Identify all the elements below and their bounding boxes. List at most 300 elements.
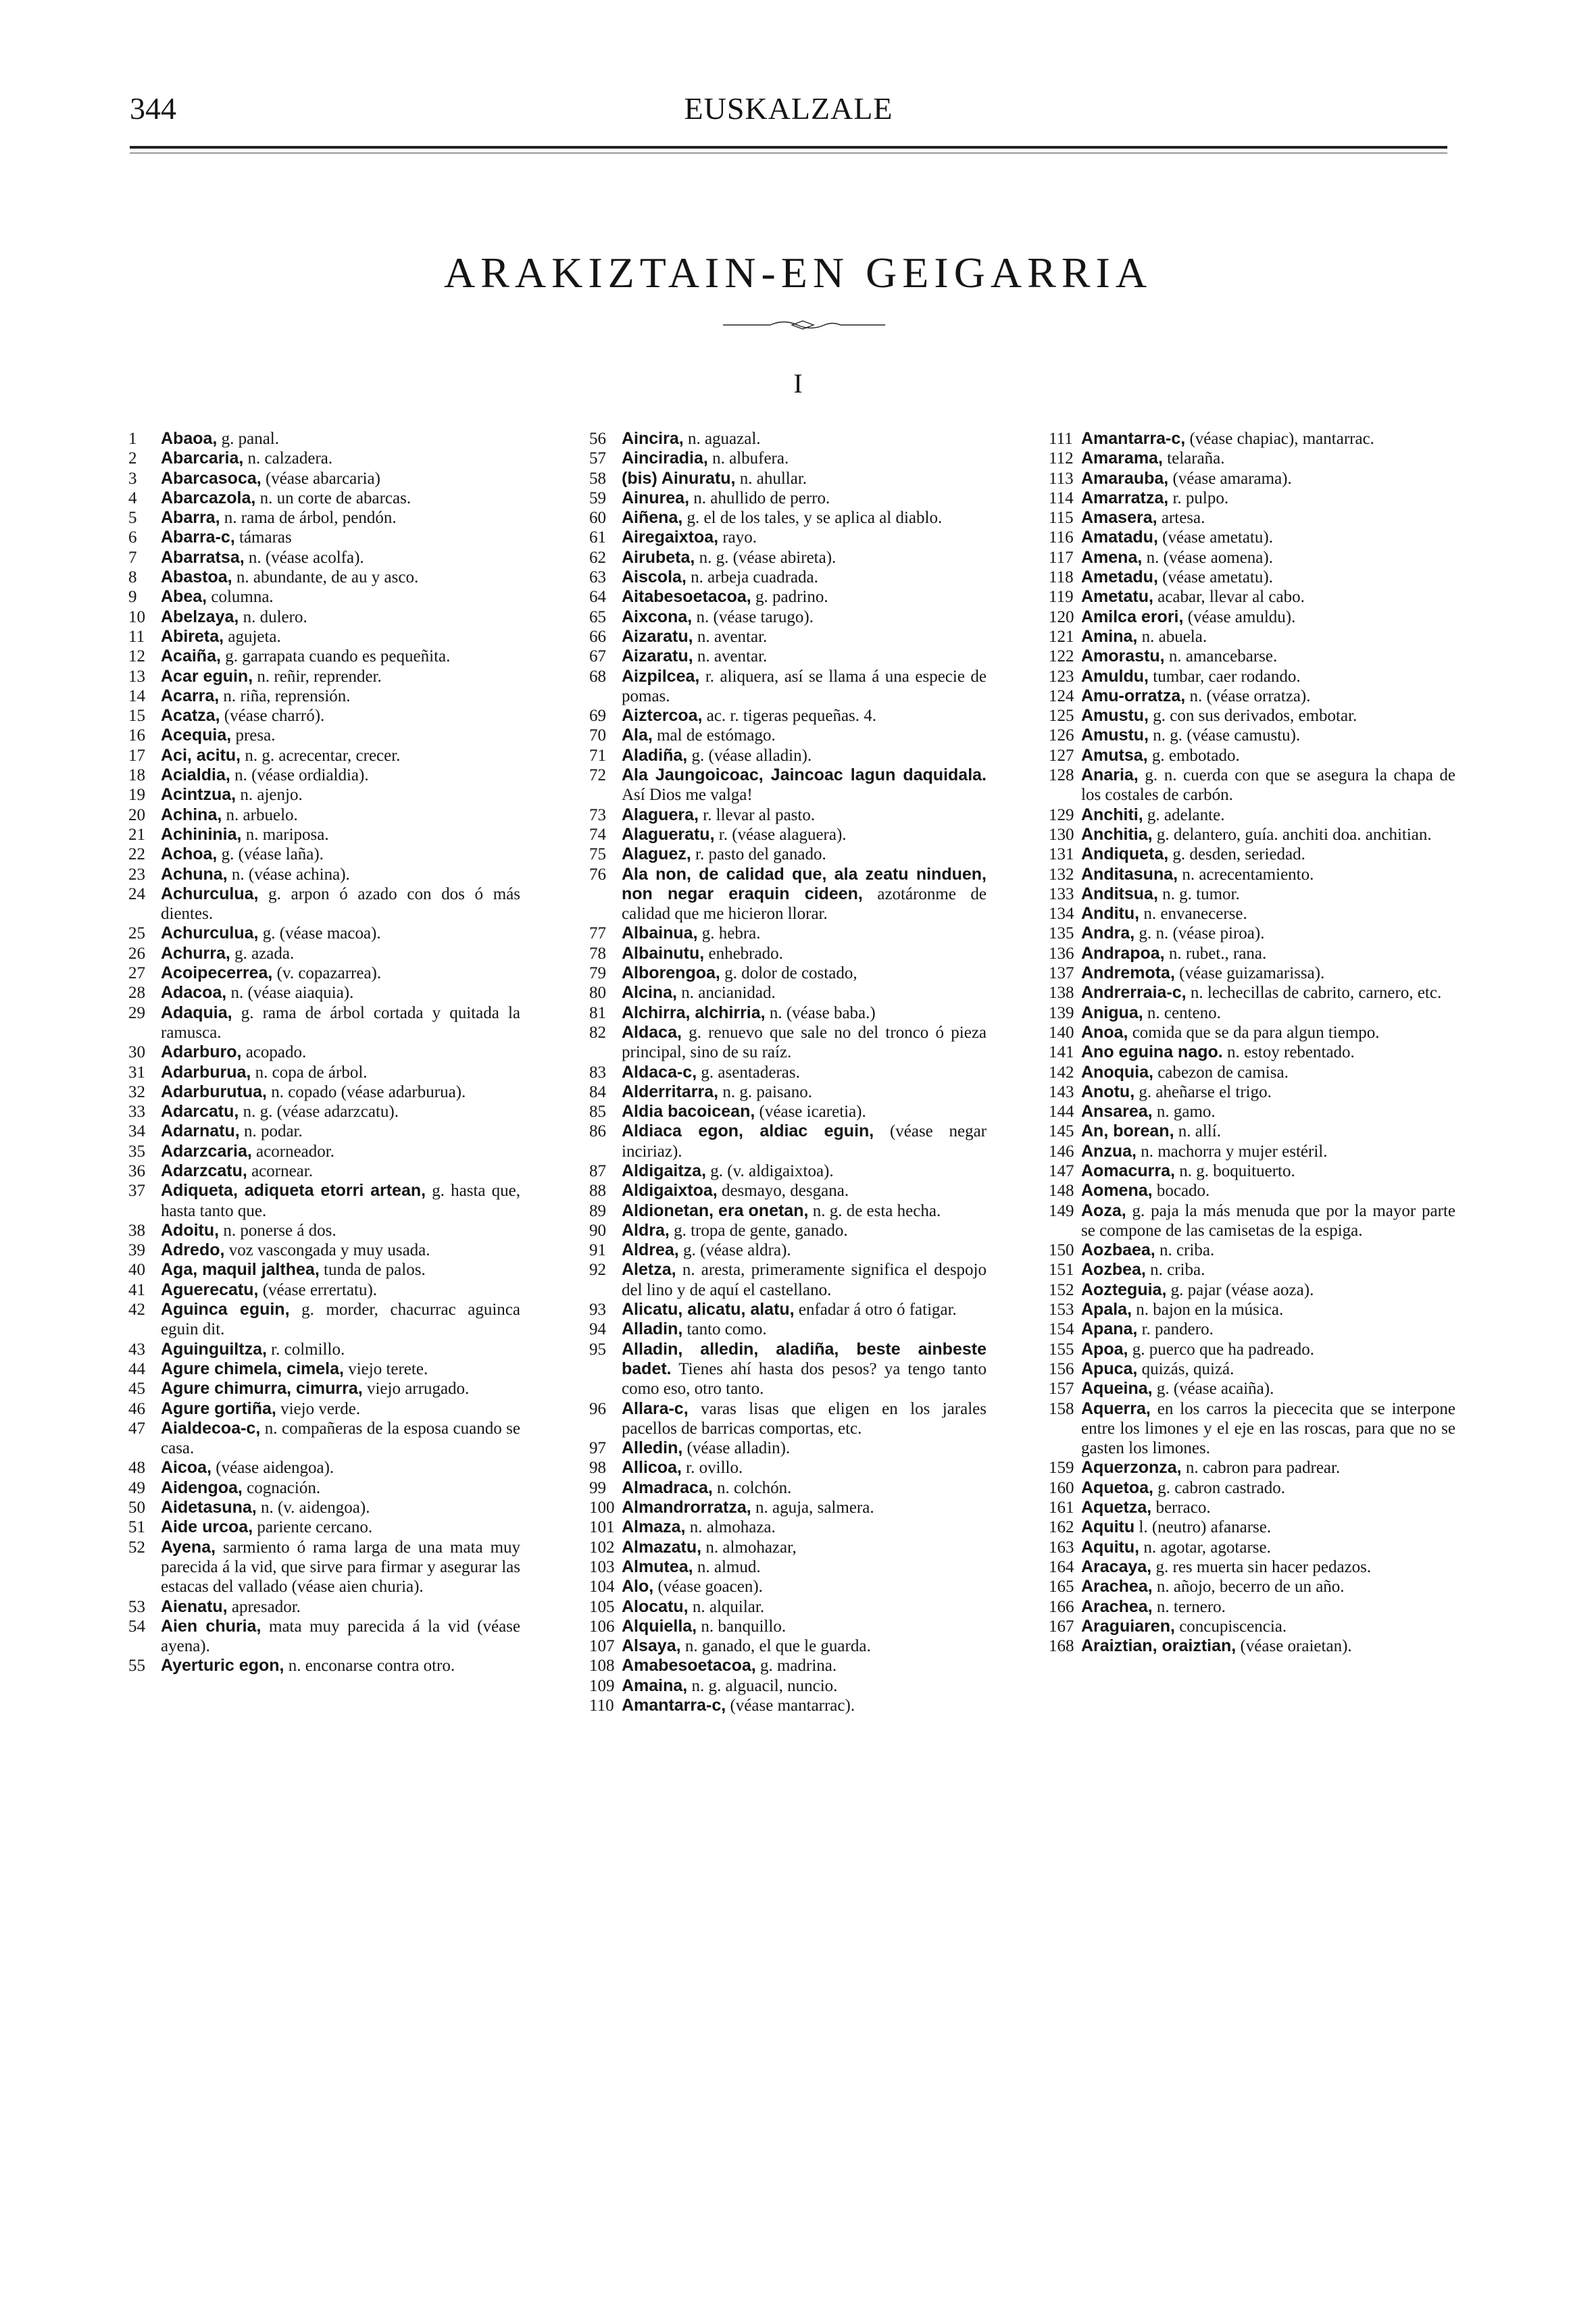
entry-definition: g. arpon ó azado con dos ó más dientes.: [161, 884, 520, 924]
entry-definition: n. allí.: [1178, 1122, 1221, 1141]
entry-definition: n. estoy rebentado.: [1226, 1043, 1355, 1062]
entry-definition: g. rama de árbol cortada y quitada la ramusca.: [161, 1003, 520, 1042]
entry-number: 24: [128, 884, 145, 903]
entry-definition: g. garrapata cuando es pequeñita.: [225, 647, 451, 666]
entry-headword: Amatadu,: [1081, 528, 1158, 547]
dictionary-entry: [1049, 1617, 1455, 1636]
dictionary-entry: [128, 746, 520, 765]
entry-headword: Airegaixtoa,: [622, 528, 719, 547]
entry-number: 160: [1049, 1478, 1074, 1497]
entry-definition: agujeta.: [228, 627, 281, 646]
entry-definition: n. albufera.: [712, 449, 789, 468]
entry-definition: n. g. alguacil, nuncio.: [691, 1676, 838, 1695]
section-number: I: [793, 368, 803, 399]
dictionary-entry: [128, 1300, 520, 1340]
entry-number: 10: [128, 607, 145, 626]
dictionary-entry: [589, 627, 987, 647]
entry-number: 159: [1049, 1459, 1074, 1478]
entry-number: 132: [1049, 865, 1074, 884]
entry-headword: Aozbaea,: [1081, 1240, 1155, 1260]
entry-number: 83: [589, 1063, 606, 1082]
entry-number: 18: [128, 766, 145, 785]
entry-definition: n. arbuelo.: [226, 805, 298, 824]
entry-number: 150: [1049, 1241, 1074, 1260]
entry-headword: Amabesoetacoa,: [622, 1656, 756, 1676]
dictionary-entry: [128, 1063, 520, 1082]
entry-number: 40: [128, 1261, 145, 1280]
entry-definition: g. (véase aldra).: [683, 1241, 791, 1260]
entry-number: 82: [589, 1023, 606, 1042]
entry-number: 54: [128, 1617, 145, 1636]
entry-headword: Aldrea,: [622, 1240, 679, 1260]
dictionary-entry: [1049, 805, 1455, 825]
entry-definition: g. renuevo que sale no del tronco ó pieza principal, sino de su raíz.: [622, 1023, 987, 1062]
dictionary-entry: [1049, 1557, 1455, 1577]
dictionary-entry: [589, 706, 987, 726]
entry-headword: Aldigaixtoa,: [622, 1181, 718, 1201]
entry-number: 98: [589, 1459, 606, 1478]
dictionary-entry: [589, 1063, 987, 1082]
entry-number: 89: [589, 1201, 606, 1220]
entry-number: 143: [1049, 1082, 1074, 1101]
entry-headword: Alladin,: [622, 1319, 683, 1339]
entry-number: 113: [1049, 469, 1074, 488]
entry-definition: enhebrado.: [708, 944, 783, 963]
entry-definition: n. gamo.: [1156, 1103, 1216, 1122]
entry-headword: Ansarea,: [1081, 1102, 1153, 1122]
entry-headword: Ametadu,: [1081, 568, 1158, 587]
dictionary-entry: [128, 1181, 520, 1221]
entry-headword: Achurculua,: [161, 884, 259, 903]
entry-number: 126: [1049, 726, 1074, 745]
page-header: [130, 93, 1447, 155]
entry-definition: comida que se da para algun tiempo.: [1132, 1023, 1380, 1042]
entry-number: 165: [1049, 1578, 1074, 1596]
entry-definition: (véase aidengoa).: [216, 1459, 334, 1478]
entry-headword: Anoquia,: [1081, 1062, 1153, 1082]
entry-definition: g. morder, chacurrac aguinca eguin dit.: [161, 1301, 520, 1339]
entry-definition: columna.: [211, 588, 274, 607]
entry-definition: n. ahullido de perro.: [693, 488, 830, 507]
dictionary-entry: [589, 1023, 987, 1063]
dictionary-entry: [128, 924, 520, 943]
entry-definition: n. bajon en la música.: [1136, 1301, 1284, 1319]
entry-headword: Achininia,: [161, 824, 242, 844]
entry-headword: Amorastu,: [1081, 647, 1165, 666]
dictionary-entry: [589, 647, 987, 666]
entry-definition: telaraña.: [1167, 449, 1225, 468]
entry-number: 134: [1049, 905, 1074, 924]
dictionary-entry: [1049, 1597, 1455, 1617]
dictionary-entry: [589, 1122, 987, 1161]
entry-number: 49: [128, 1478, 145, 1497]
entry-headword: Aquerra,: [1081, 1399, 1151, 1418]
entry-headword: Araguiaren,: [1081, 1616, 1175, 1636]
entry-headword: Amutsa,: [1081, 745, 1148, 765]
entry-headword: Achuna,: [161, 864, 228, 884]
entry-number: 149: [1049, 1201, 1074, 1220]
entry-headword: Agure chimela, cimela,: [161, 1359, 344, 1378]
entry-number: 11: [128, 627, 145, 646]
dictionary-entry: [128, 1478, 520, 1498]
dictionary-entry: [128, 1221, 520, 1240]
entry-definition: (véase negar inciriaz).: [622, 1122, 987, 1161]
entry-headword: Aquitu: [1081, 1517, 1135, 1537]
entry-definition: acabar, llevar al cabo.: [1157, 588, 1305, 607]
entry-number: 116: [1049, 528, 1074, 547]
entry-headword: Aquetza,: [1081, 1498, 1152, 1517]
dictionary-entry: [128, 1656, 520, 1676]
entry-headword: Aga, maquil jalthea,: [161, 1260, 320, 1280]
entry-headword: Alcina,: [622, 983, 677, 1003]
dictionary-entry: [128, 1042, 520, 1062]
dictionary-entry: [589, 1656, 987, 1676]
dictionary-entry: [128, 548, 520, 568]
entry-number: 31: [128, 1063, 145, 1082]
dictionary-entry: [128, 884, 520, 924]
entry-headword: Anchitia,: [1081, 824, 1153, 844]
entry-definition: n. aventar.: [697, 647, 768, 666]
entry-number: 164: [1049, 1557, 1074, 1576]
entry-definition: g. tropa de gente, ganado.: [674, 1221, 848, 1240]
dictionary-entry: [128, 1260, 520, 1280]
entry-definition: n. alquilar.: [692, 1597, 765, 1616]
dictionary-entry: [589, 765, 987, 805]
entry-headword: Amina,: [1081, 626, 1138, 646]
entry-number: 148: [1049, 1182, 1074, 1201]
entry-definition: g. aheñarse el trigo.: [1139, 1082, 1272, 1101]
entry-headword: Amilca erori,: [1081, 607, 1184, 626]
entry-headword: Acar eguin,: [161, 666, 253, 686]
dictionary-entry: [1049, 765, 1455, 805]
entry-number: 128: [1049, 766, 1074, 785]
dictionary-entry: [589, 1003, 987, 1023]
entry-number: 163: [1049, 1538, 1074, 1557]
entry-number: 127: [1049, 746, 1074, 765]
entry-number: 141: [1049, 1043, 1074, 1062]
dictionary-entry: [1049, 1359, 1455, 1379]
entry-number: 119: [1049, 588, 1074, 607]
entry-number: 87: [589, 1161, 606, 1180]
entry-definition: n. ternero.: [1156, 1597, 1226, 1616]
dictionary-entry: [589, 1458, 987, 1478]
entry-number: 118: [1049, 568, 1074, 587]
entry-definition: n. almohaza.: [689, 1518, 776, 1537]
entry-definition: g. padrino.: [755, 588, 828, 607]
entry-number: 162: [1049, 1518, 1074, 1537]
entry-number: 99: [589, 1478, 606, 1497]
dictionary-entry: [128, 667, 520, 686]
entry-number: 57: [589, 449, 606, 468]
entry-definition: n. agotar, agotarse.: [1143, 1538, 1271, 1557]
entry-number: 30: [128, 1043, 145, 1062]
entry-definition: (véase abarcaria): [265, 469, 380, 488]
dictionary-entry: [128, 429, 520, 449]
entry-definition: g. (v. aldigaixtoa).: [710, 1161, 834, 1180]
entry-number: 6: [128, 528, 137, 547]
entry-definition: tunda de palos.: [324, 1261, 426, 1280]
dictionary-entry: [128, 805, 520, 825]
entry-headword: Abireta,: [161, 626, 224, 646]
entry-definition: concupiscencia.: [1179, 1617, 1287, 1636]
dictionary-entry: [128, 1142, 520, 1161]
entry-headword: Andrerraia-c,: [1081, 983, 1187, 1003]
dictionary-entry: [589, 1478, 987, 1498]
entry-headword: Ainciradia,: [622, 449, 708, 468]
entry-headword: Abarcasoca,: [161, 468, 261, 488]
entry-number: 151: [1049, 1261, 1074, 1280]
entry-definition: g. (véase laña).: [221, 845, 324, 864]
entry-headword: Ala,: [622, 726, 653, 745]
entry-number: 88: [589, 1182, 606, 1201]
entry-definition: támaras: [239, 528, 292, 547]
entry-headword: Adarzcaria,: [161, 1141, 252, 1161]
entry-headword: Aide urcoa,: [161, 1517, 253, 1537]
entry-number: 58: [589, 469, 606, 488]
entry-headword: Aracaya,: [1081, 1557, 1152, 1576]
dictionary-entry: [128, 1517, 520, 1537]
entry-definition: g. puerco que ha padreado.: [1132, 1340, 1315, 1359]
dictionary-entry: [1049, 1082, 1455, 1102]
entry-definition: g. n. cuerda con que se asegura la chapa de los costales de carbón.: [1081, 766, 1455, 805]
entry-headword: Andiqueta,: [1081, 845, 1169, 864]
entry-definition: n. un corte de abarcas.: [259, 488, 412, 507]
entry-headword: Alo,: [622, 1577, 654, 1596]
dictionary-entry: [128, 469, 520, 488]
entry-definition: n. aresta, primeramente significa el despojo del lino y de aquí el castellano.: [622, 1261, 987, 1299]
entry-number: 43: [128, 1340, 145, 1359]
entry-number: 37: [128, 1182, 145, 1201]
entry-headword: Aomacurra,: [1081, 1161, 1175, 1180]
entry-number: 26: [128, 944, 145, 963]
entry-headword: Aguinguiltza,: [161, 1339, 267, 1359]
dictionary-entry: [589, 488, 987, 508]
entry-number: 168: [1049, 1637, 1074, 1656]
entry-number: 138: [1049, 984, 1074, 1003]
entry-number: 92: [589, 1261, 606, 1280]
entry-definition: g. adelante.: [1147, 805, 1225, 824]
entry-number: 32: [128, 1082, 145, 1101]
entry-number: 85: [589, 1103, 606, 1122]
entry-headword: Aldiaca egon, aldiac eguin,: [622, 1122, 874, 1141]
entry-number: 90: [589, 1221, 606, 1240]
entry-headword: Achoa,: [161, 845, 218, 864]
entry-definition: (véase icaretia).: [759, 1103, 866, 1122]
dictionary-entry: [589, 469, 987, 488]
dictionary-entry: [589, 568, 987, 587]
entry-definition: n. rama de árbol, pendón.: [224, 509, 397, 528]
dictionary-entry: [589, 1240, 987, 1260]
entry-headword: Agure gortiña,: [161, 1399, 276, 1418]
entry-headword: Aiztercoa,: [622, 706, 703, 726]
entry-number: 12: [128, 647, 145, 666]
entry-headword: Abarcaria,: [161, 449, 244, 468]
entry-number: 123: [1049, 667, 1074, 686]
entry-number: 78: [589, 944, 606, 963]
entry-headword: Ayena,: [161, 1537, 216, 1557]
dictionary-entry: [589, 825, 987, 845]
dictionary-entry: [1049, 469, 1455, 488]
entry-headword: Alaguera,: [622, 805, 699, 824]
entry-headword: Airubeta,: [622, 547, 695, 567]
dictionary-entry: [1049, 746, 1455, 765]
entry-headword: Acatza,: [161, 706, 220, 726]
dictionary-entry: [128, 706, 520, 726]
entry-definition: acorneador.: [256, 1142, 334, 1161]
dictionary-entry: [128, 1617, 520, 1657]
entry-definition: r. llevar al pasto.: [703, 805, 816, 824]
entry-number: 65: [589, 607, 606, 626]
entry-number: 102: [589, 1538, 615, 1557]
dictionary-entry: [128, 983, 520, 1003]
entry-definition: n. aguja, salmera.: [755, 1499, 874, 1517]
entry-definition: r. colmillo.: [271, 1340, 345, 1359]
entry-number: 155: [1049, 1340, 1074, 1359]
entry-headword: Alaguez,: [622, 845, 691, 864]
entry-number: 34: [128, 1122, 145, 1141]
entry-headword: Abaoa,: [161, 429, 218, 448]
entry-definition: g. madrina.: [759, 1657, 837, 1676]
entry-number: 25: [128, 924, 145, 943]
dictionary-entry: [1049, 924, 1455, 943]
entry-number: 51: [128, 1518, 145, 1537]
entry-definition: (véase oraietan).: [1240, 1637, 1352, 1656]
dictionary-entry: [128, 1240, 520, 1260]
dictionary-entry: [1049, 488, 1455, 508]
entry-definition: tumbar, caer rodando.: [1153, 667, 1301, 686]
entry-headword: Achina,: [161, 805, 222, 824]
dictionary-entry: [589, 587, 987, 607]
entry-definition: varas lisas que eligen en los jarales pacellos de barricas comportas, etc.: [622, 1399, 987, 1438]
entry-definition: n. banquillo.: [701, 1617, 787, 1636]
entry-definition: n. g. boquituerto.: [1179, 1161, 1295, 1180]
entry-definition: (véase alladin).: [687, 1439, 791, 1458]
entry-definition: r. ovillo.: [686, 1459, 743, 1478]
dictionary-entry: [589, 1676, 987, 1696]
dictionary-entry: [128, 1379, 520, 1399]
entry-number: 4: [128, 488, 137, 507]
entry-headword: Amantarra-c,: [1081, 429, 1186, 448]
entry-headword: Adacoa,: [161, 983, 227, 1003]
entry-headword: Andra,: [1081, 924, 1135, 943]
entry-headword: Acequia,: [161, 726, 232, 745]
entry-number: 22: [128, 845, 145, 864]
entry-headword: An, borean,: [1081, 1122, 1174, 1141]
entry-number: 120: [1049, 607, 1074, 626]
entry-definition: n. copado (véase adarburua).: [271, 1082, 466, 1101]
dictionary-entry: [589, 944, 987, 963]
dictionary-entry: [128, 944, 520, 963]
entry-number: 100: [589, 1499, 615, 1517]
dictionary-entry: [128, 1003, 520, 1043]
entry-number: 63: [589, 568, 606, 587]
entry-headword: Alsaya,: [622, 1636, 681, 1656]
entry-number: 62: [589, 548, 606, 567]
entry-definition: artesa.: [1161, 509, 1205, 528]
dictionary-entry: [589, 1201, 987, 1221]
entry-definition: n. g. (véase abireta).: [699, 548, 837, 567]
dictionary-entry: [589, 1082, 987, 1102]
entry-number: 140: [1049, 1023, 1074, 1042]
dictionary-entry: [589, 607, 987, 627]
entry-headword: Aldionetan, era onetan,: [622, 1201, 809, 1220]
entry-definition: sarmiento ó rama larga de una mata muy parecida á la vid, que sirve para firmar y asegurar las estacas del vallado (véase aien churia).: [161, 1538, 520, 1596]
entry-number: 53: [128, 1597, 145, 1616]
entry-headword: Amarratza,: [1081, 488, 1169, 507]
entry-headword: Aldaca,: [622, 1022, 682, 1042]
dictionary-entry: [1049, 904, 1455, 924]
entry-number: 19: [128, 786, 145, 805]
entry-number: 46: [128, 1399, 145, 1418]
entry-headword: Amantarra-c,: [622, 1696, 726, 1715]
dictionary-entry: [1049, 726, 1455, 745]
entry-headword: Apoa,: [1081, 1339, 1128, 1359]
entry-headword: Aqueina,: [1081, 1379, 1153, 1399]
entry-number: 39: [128, 1241, 145, 1260]
entry-definition: n. almud.: [697, 1557, 761, 1576]
entry-number: 28: [128, 984, 145, 1003]
entry-headword: Anotu,: [1081, 1082, 1135, 1101]
dictionary-entry: [128, 845, 520, 864]
entry-number: 145: [1049, 1122, 1074, 1141]
entry-headword: Abea,: [161, 587, 207, 607]
entry-headword: Aidetasuna,: [161, 1498, 257, 1517]
dictionary-entry: [128, 488, 520, 508]
entry-headword: Aixcona,: [622, 607, 693, 626]
entry-headword: Adaquia,: [161, 1003, 232, 1022]
entry-headword: Anaria,: [1081, 765, 1139, 785]
dictionary-entry: [589, 1319, 987, 1339]
entry-headword: Aiñena,: [622, 508, 683, 528]
entry-definition: g. n. (véase piroa).: [1139, 924, 1265, 943]
entry-headword: Adarcatu,: [161, 1102, 239, 1122]
entry-headword: Aozbea,: [1081, 1260, 1146, 1280]
entry-number: 3: [128, 469, 137, 488]
dictionary-entry: [1049, 1201, 1455, 1241]
entry-number: 129: [1049, 805, 1074, 824]
entry-definition: n. ahullar.: [739, 469, 807, 488]
dictionary-entry: [1049, 1319, 1455, 1339]
entry-number: 133: [1049, 884, 1074, 903]
entry-headword: Alagueratu,: [622, 824, 715, 844]
entry-headword: Adarburo,: [161, 1042, 242, 1062]
entry-definition: n. cabron para padrear.: [1185, 1459, 1341, 1478]
entry-definition: (véase guizamarissa).: [1179, 964, 1325, 983]
entry-definition: g. (véase acaiña).: [1156, 1380, 1274, 1399]
entry-number: 81: [589, 1003, 606, 1022]
entry-headword: Aienatu,: [161, 1596, 228, 1616]
dictionary-entry: [128, 765, 520, 785]
entry-definition: g. delantero, guía. anchiti doa. anchitian.: [1156, 825, 1432, 844]
entry-headword: Abarra-c,: [161, 528, 235, 547]
entry-number: 77: [589, 924, 606, 943]
entry-definition: n. amancebarse.: [1168, 647, 1278, 666]
entry-definition: n. criba.: [1150, 1261, 1205, 1280]
dictionary-entry: [1049, 825, 1455, 845]
entry-headword: Acintzua,: [161, 785, 236, 805]
entry-number: 91: [589, 1241, 606, 1260]
entry-number: 36: [128, 1161, 145, 1180]
entry-definition: g. hebra.: [701, 924, 761, 943]
entry-headword: Adarzcatu,: [161, 1161, 247, 1180]
entry-definition: (véase amuldu).: [1187, 607, 1296, 626]
entry-number: 50: [128, 1499, 145, 1517]
dictionary-entry: [1049, 1538, 1455, 1557]
entry-headword: Apana,: [1081, 1319, 1138, 1339]
entry-definition: n. (véase aiaquia).: [230, 984, 354, 1003]
dictionary-entry: [128, 1102, 520, 1122]
entry-definition: acornear.: [251, 1161, 313, 1180]
